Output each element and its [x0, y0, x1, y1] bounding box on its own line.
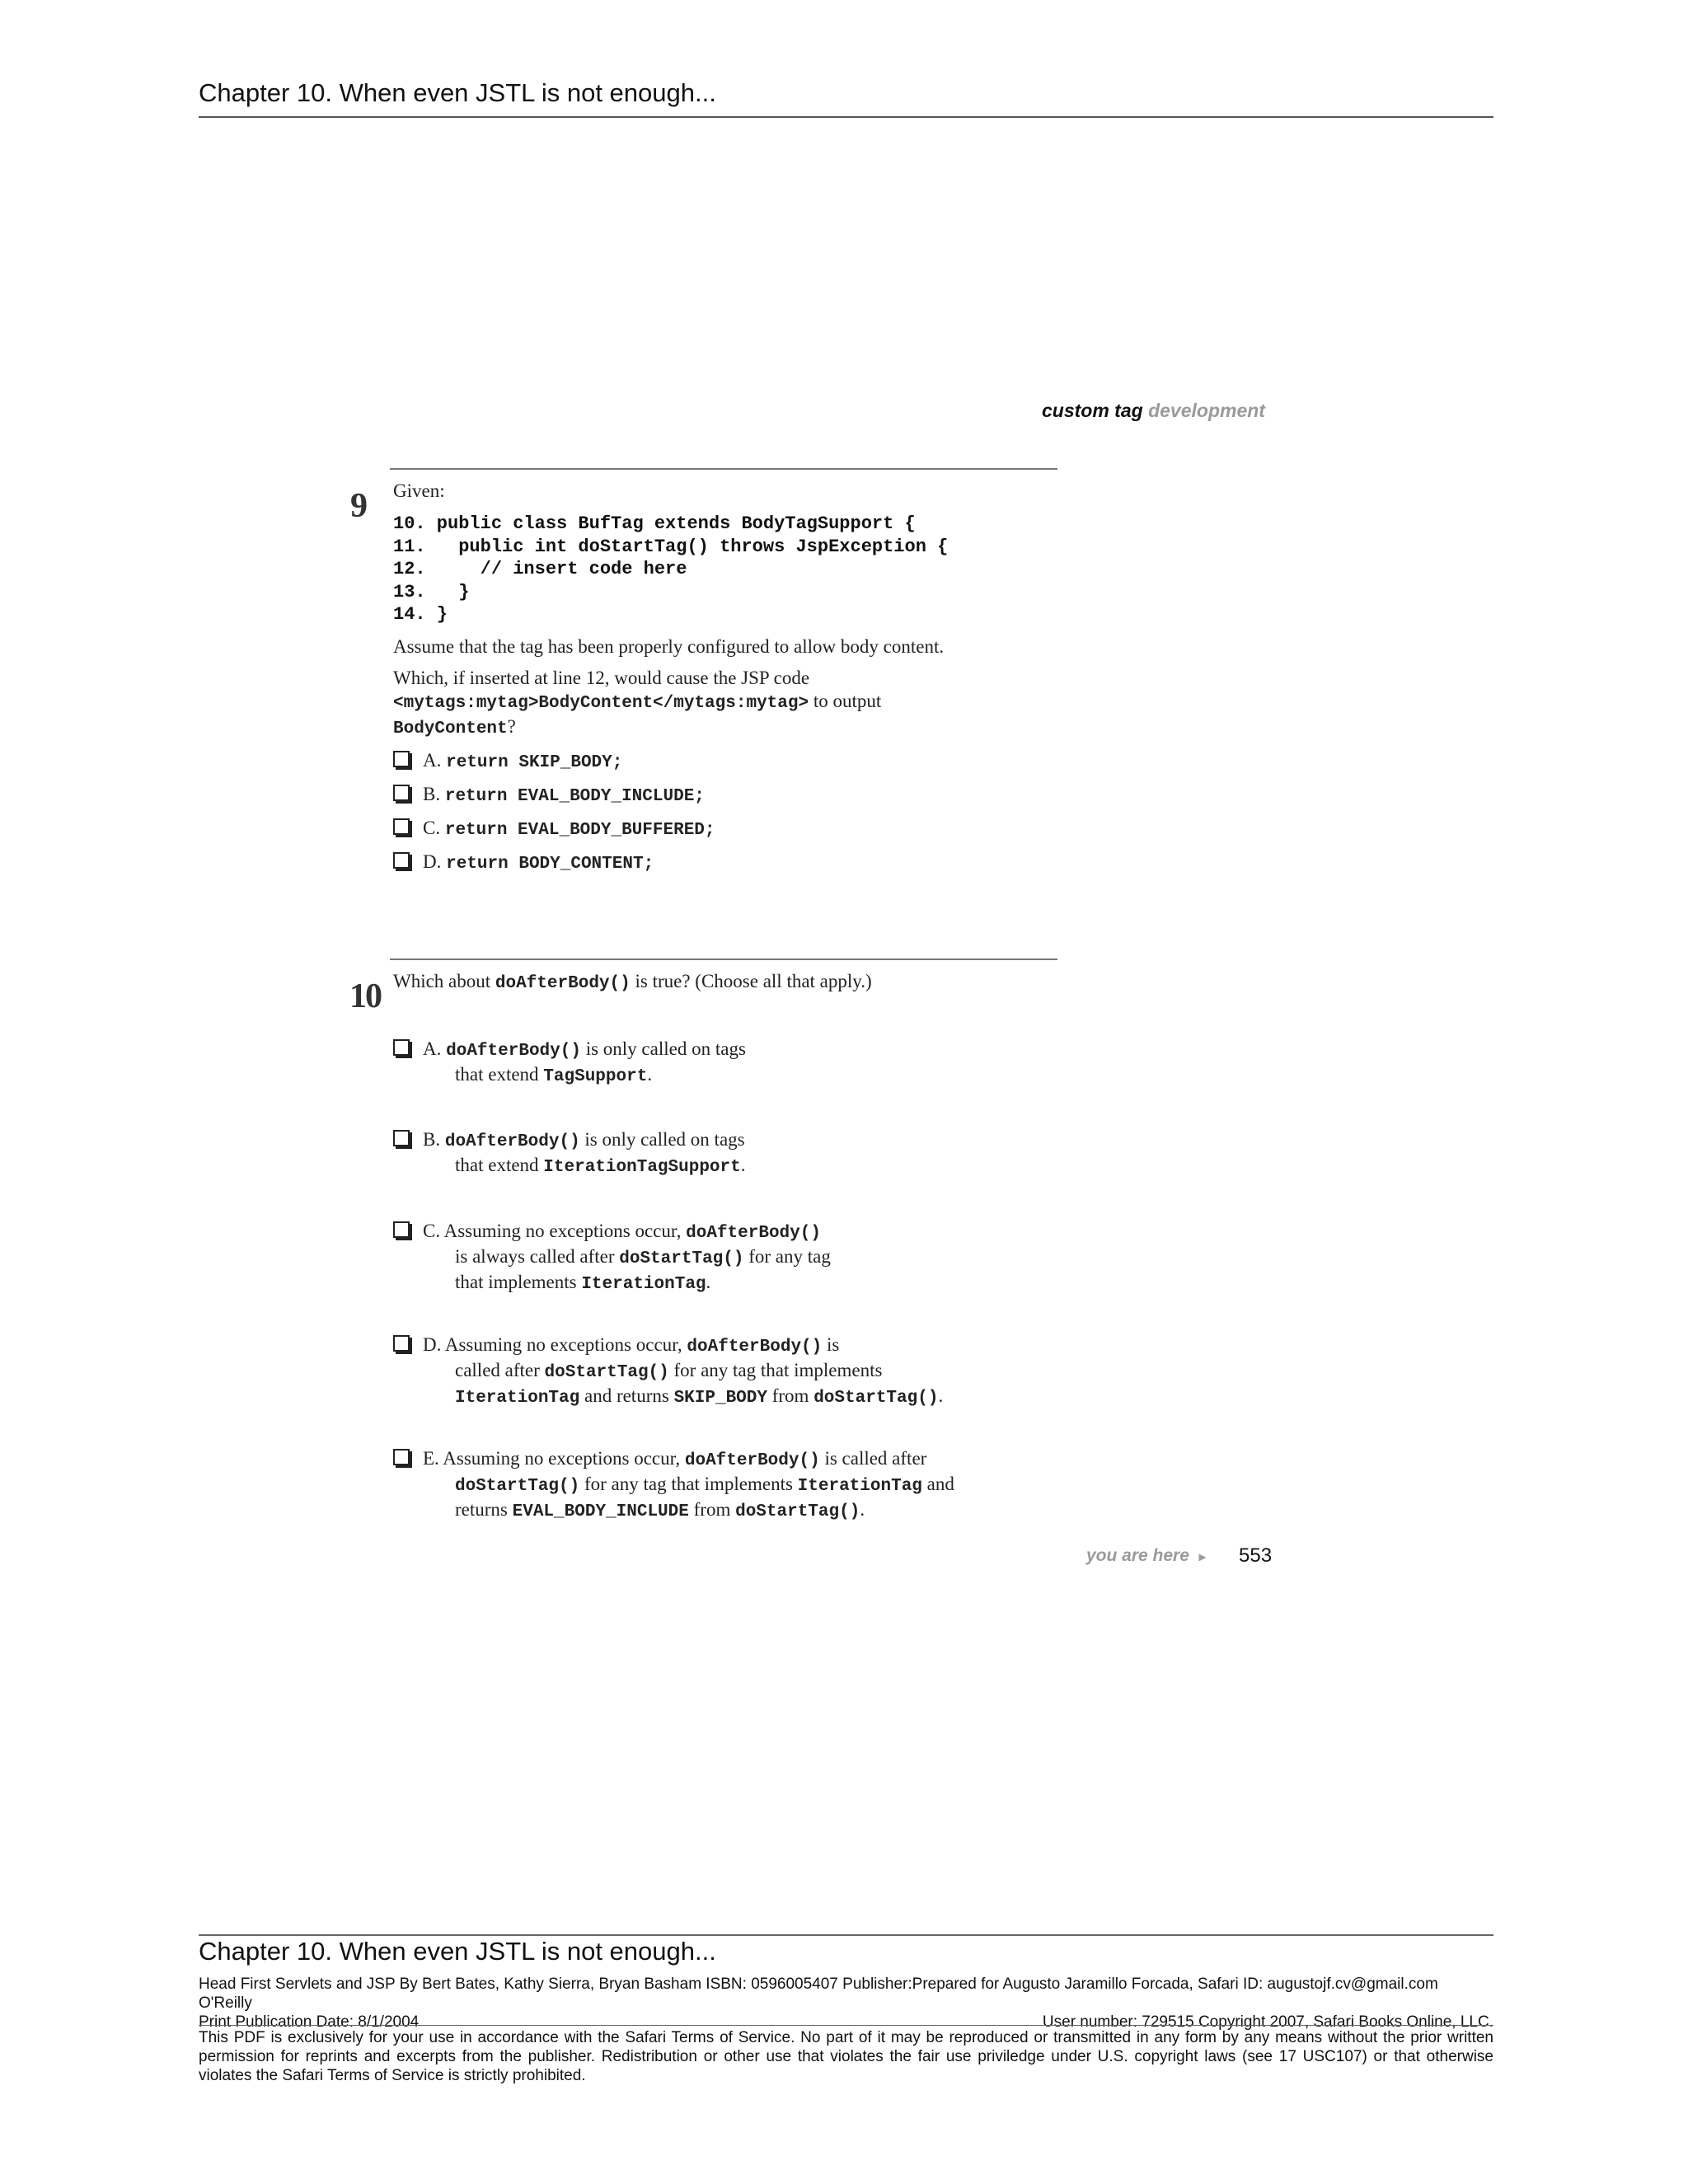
- text-span: Assuming no exceptions occur,: [443, 1221, 687, 1241]
- code-span: doStartTag(): [735, 1502, 860, 1521]
- option-letter: C.: [423, 818, 441, 838]
- question-10-option-d[interactable]: [393, 1333, 943, 1410]
- text-span: is called after: [819, 1448, 927, 1469]
- text-span: that implements: [455, 1272, 582, 1292]
- text-span: for any tag that implements: [668, 1360, 883, 1380]
- question-9-option-c[interactable]: [393, 817, 715, 842]
- page-number: 553: [1239, 1544, 1273, 1567]
- code-span: doStartTag(): [455, 1477, 580, 1496]
- footer-publisher: O'Reilly: [199, 1994, 252, 2012]
- code-span: SKIP_BODY: [673, 1389, 767, 1408]
- option-letter: B.: [423, 1129, 441, 1150]
- text-span: .: [740, 1155, 746, 1175]
- checkbox-icon[interactable]: [393, 1449, 410, 1465]
- text-span: for any tag: [743, 1246, 831, 1267]
- option-letter: D.: [423, 1334, 442, 1355]
- question-9-option-a[interactable]: [393, 749, 622, 775]
- question-10-option-c[interactable]: [393, 1220, 831, 1296]
- code-span: doStartTag(): [544, 1363, 669, 1382]
- text-span: is always called after: [455, 1246, 620, 1267]
- code-span: EVAL_BODY_INCLUDE: [512, 1502, 689, 1521]
- text-span: for any tag that implements: [579, 1474, 798, 1494]
- running-head-primary: custom tag: [1042, 400, 1143, 421]
- question-10-number: 10: [349, 977, 381, 1015]
- checkbox-icon[interactable]: [393, 1039, 410, 1056]
- code-span: TagSupport: [543, 1067, 648, 1086]
- text-span: returns: [455, 1499, 513, 1520]
- option-code: return EVAL_BODY_INCLUDE;: [444, 787, 705, 806]
- option-letter: C.: [423, 1221, 441, 1241]
- code-span: doAfterBody(): [686, 1224, 821, 1243]
- code-span: doAfterBody(): [446, 1042, 581, 1061]
- question-9-number: 9: [350, 487, 366, 525]
- text-span: that extend: [455, 1155, 544, 1175]
- text-span: that extend: [455, 1064, 544, 1085]
- code-span: IterationTag: [455, 1389, 580, 1408]
- code-span: IterationTag: [581, 1275, 706, 1294]
- option-code: return EVAL_BODY_BUFFERED;: [444, 821, 715, 840]
- question-9-body-content: BodyContent: [393, 719, 508, 738]
- question-9-option-b[interactable]: [393, 783, 705, 808]
- running-head-secondary: development: [1148, 400, 1265, 421]
- option-letter: A.: [423, 750, 442, 771]
- option-code: return BODY_CONTENT;: [446, 855, 654, 874]
- footer-rule-top: [199, 1934, 1493, 1936]
- header-rule: [199, 116, 1493, 118]
- question-9-which: Which, if inserted at line 12, would cause the JSP code: [393, 668, 810, 688]
- running-head: [1042, 400, 1265, 422]
- footer-print-date: Print Publication Date: 8/1/2004: [199, 2013, 420, 2031]
- text-span: and returns: [579, 1385, 674, 1406]
- text-span: .: [860, 1499, 865, 1520]
- code-span: doAfterBody(): [444, 1132, 580, 1151]
- code-span: IterationTagSupport: [543, 1158, 741, 1177]
- code-span: doStartTag(): [619, 1249, 744, 1268]
- text-span: Assuming no exceptions occur,: [443, 1448, 685, 1469]
- option-letter: E.: [423, 1448, 439, 1469]
- question-9-to-output: to output: [809, 691, 882, 711]
- question-10-option-b[interactable]: [393, 1128, 746, 1179]
- option-code: return SKIP_BODY;: [446, 753, 623, 772]
- text-span: called after: [455, 1360, 545, 1380]
- text-span: is only called on tags: [579, 1129, 745, 1150]
- footer-chapter-title: Chapter 10. When even JSTL is not enough...: [199, 1937, 716, 1966]
- option-letter: A.: [423, 1038, 442, 1059]
- code-span: IterationTag: [797, 1477, 922, 1496]
- checkbox-icon[interactable]: [393, 785, 410, 801]
- question-9-code: 10. public class BufTag extends BodyTagSupport { 11. public int doStartTag() throws JspException { 12. // insert code here 13. } 14. }: [393, 513, 949, 625]
- question-10-rule: [390, 958, 1057, 960]
- checkbox-icon[interactable]: [393, 1221, 410, 1238]
- text-span: .: [938, 1385, 944, 1406]
- question-10-code: doAfterBody(): [495, 974, 631, 993]
- text-span: and: [921, 1474, 954, 1494]
- text-span: is: [822, 1334, 840, 1355]
- text-span: Assuming no exceptions occur,: [444, 1334, 687, 1355]
- option-letter: D.: [423, 851, 442, 872]
- checkbox-icon[interactable]: [393, 852, 410, 869]
- arrow-right-icon: ▸: [1198, 1550, 1206, 1564]
- question-10-prompt: [393, 970, 872, 996]
- checkbox-icon[interactable]: [393, 751, 410, 767]
- you-are-here-label: you are here: [1086, 1546, 1189, 1565]
- option-letter: B.: [423, 784, 441, 804]
- code-span: doAfterBody(): [684, 1451, 820, 1470]
- footer-book-line: Head First Servlets and JSP By Bert Bates, Kathy Sierra, Bryan Basham ISBN: 0596005407 Publisher:Prepared for Augusto Jaramillo Forcada, Safari ID: augustojf.cv@gmail.com: [199, 1975, 1438, 1993]
- you-are-here: [1086, 1546, 1206, 1566]
- footer-user-number: User number: 729515 Copyright 2007, Safari Books Online, LLC.: [1042, 2013, 1493, 2031]
- chapter-header: Chapter 10. When even JSTL is not enough...: [199, 78, 716, 107]
- question-9-rule: [390, 468, 1057, 470]
- question-10-pre: Which about: [393, 971, 495, 991]
- question-9-jsp-code: <mytags:mytag>BodyContent</mytags:mytag>: [393, 694, 809, 713]
- question-10-option-a[interactable]: [393, 1038, 746, 1089]
- question-9-assume: Assume that the tag has been properly configured to allow body content.: [393, 636, 945, 657]
- question-9-prompt: [393, 667, 1053, 741]
- text-span: from: [767, 1385, 814, 1406]
- checkbox-icon[interactable]: [393, 1130, 410, 1146]
- code-span: doAfterBody(): [687, 1338, 823, 1357]
- checkbox-icon[interactable]: [393, 818, 410, 835]
- question-9-given: Given:: [393, 480, 445, 501]
- footer-legal: This PDF is exclusively for your use in accordance with the Safari Terms of Service. No part of it may be reproduced or transmitted in any form by any means without the prior written permission for reprints and excerpts from the publisher. Redistribution or other use that violates the fair use priviledge under U.S. copyright laws (see 17 USC107) or that otherwise violates the Safari Terms of Service is strictly prohibited.: [199, 2029, 1493, 2084]
- text-span: .: [706, 1272, 711, 1292]
- text-span: .: [647, 1064, 653, 1085]
- text-span: is only called on tags: [580, 1038, 746, 1059]
- question-10-option-e[interactable]: [393, 1447, 954, 1524]
- text-span: from: [688, 1499, 736, 1520]
- question-9-qmark: ?: [507, 716, 516, 737]
- question-9-option-d[interactable]: [393, 851, 654, 876]
- code-span: doStartTag(): [814, 1389, 939, 1408]
- checkbox-icon[interactable]: [393, 1335, 410, 1352]
- footer-rule-mid: [199, 2025, 1493, 2026]
- question-10-post: is true? (Choose all that apply.): [630, 971, 872, 991]
